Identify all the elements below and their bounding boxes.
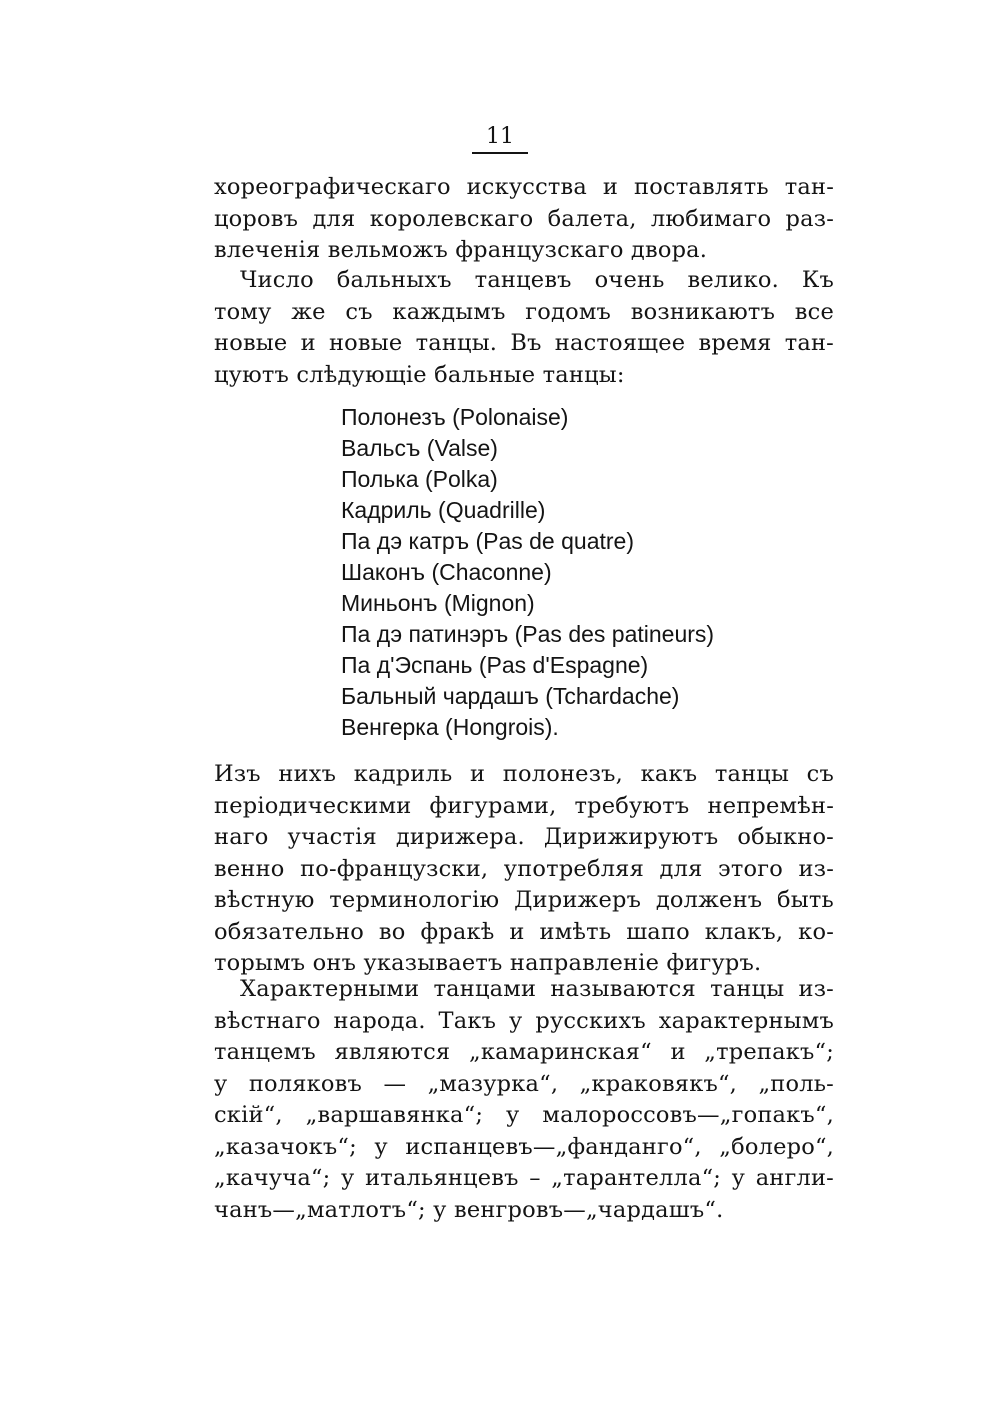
list-item: Венгерка (Hongrois). bbox=[341, 714, 559, 740]
list-item: Вальсъ (Valse) bbox=[341, 435, 498, 461]
text-line: періодическими фигурами, требуютъ непремѣн- bbox=[214, 792, 834, 819]
list-item: Па дэ патинэръ (Pas des patineurs) bbox=[341, 621, 715, 647]
text-line: „казачокъ“; у испанцевъ—„фанданго“, „болеро“, bbox=[214, 1133, 834, 1160]
paragraph-choreography bbox=[214, 172, 834, 267]
text-line: цоровъ для королевскаго балета, любимаго раз- bbox=[214, 205, 834, 232]
list-item: Полька (Polka) bbox=[341, 466, 498, 492]
text-line: венно по-французски, употребляя для этого из- bbox=[214, 855, 834, 882]
text-line: новые и новые танцы. Въ настоящее время тан- bbox=[214, 330, 834, 356]
text-line: тому же съ каждымъ годомъ возникаютъ все bbox=[214, 298, 834, 325]
list-item: Кадриль (Quadrille) bbox=[341, 497, 546, 523]
text-line: хореографическаго искусства и поставлять тан- bbox=[214, 174, 834, 200]
paragraph-character-dances bbox=[214, 974, 834, 1226]
text-line: влеченія вельможъ французскаго двора. bbox=[214, 237, 708, 263]
list-item: Миньонъ (Mignon) bbox=[341, 590, 535, 616]
text-line: наго участія дирижера. Дирижируютъ обыкно- bbox=[214, 824, 834, 850]
text-line: вѣстнаго народа. Такъ у русскихъ характернымъ bbox=[214, 1007, 834, 1034]
page-number-text: 11 bbox=[472, 122, 528, 154]
text-line: танцемъ являются „камаринская“ и „трепакъ“; bbox=[214, 1039, 834, 1065]
text-line: Характерными танцами называются танцы из- bbox=[240, 976, 834, 1002]
list-item: Бальный чардашъ (Tchardache) bbox=[341, 683, 680, 709]
text-line: Изъ нихъ кадриль и полонезъ, какъ танцы съ bbox=[214, 761, 834, 787]
text-line: цуютъ слѣдующіе бальные танцы: bbox=[214, 361, 625, 388]
text-line: вѣстную терминологію Дирижеръ долженъ быть bbox=[214, 887, 834, 913]
text-line: торымъ онъ указываетъ направленіе фигуръ. bbox=[214, 950, 762, 976]
list-item: Па дэ катръ (Pas de quatre) bbox=[341, 528, 634, 554]
text-line: обязательно во фракѣ и имѣть шапо клакъ, ко- bbox=[214, 918, 834, 945]
paragraph-conductor bbox=[214, 759, 834, 980]
text-line: чанъ—„матлотъ“; у венгровъ—„чардашъ“. bbox=[214, 1196, 724, 1223]
text-line: скій“, „варшавянка“; у малороссовъ—„гопакъ“, bbox=[214, 1102, 834, 1128]
list-item: Полонезъ (Polonaise) bbox=[341, 404, 569, 430]
list-item: Па д'Эспань (Pas d'Espagne) bbox=[341, 652, 649, 678]
paragraph-ballroom-dances bbox=[214, 265, 834, 391]
page-number bbox=[0, 122, 1000, 154]
text-line: Число бальныхъ танцевъ очень велико. Къ bbox=[240, 267, 834, 293]
text-line: „качуча“; у итальянцевъ – „тарантелла“; у англи- bbox=[214, 1165, 834, 1191]
text-line: у поляковъ — „мазурка“, „краковякъ“, „поль- bbox=[214, 1070, 834, 1097]
dance-list bbox=[341, 402, 714, 743]
list-item: Шаконъ (Chaconne) bbox=[341, 559, 552, 585]
